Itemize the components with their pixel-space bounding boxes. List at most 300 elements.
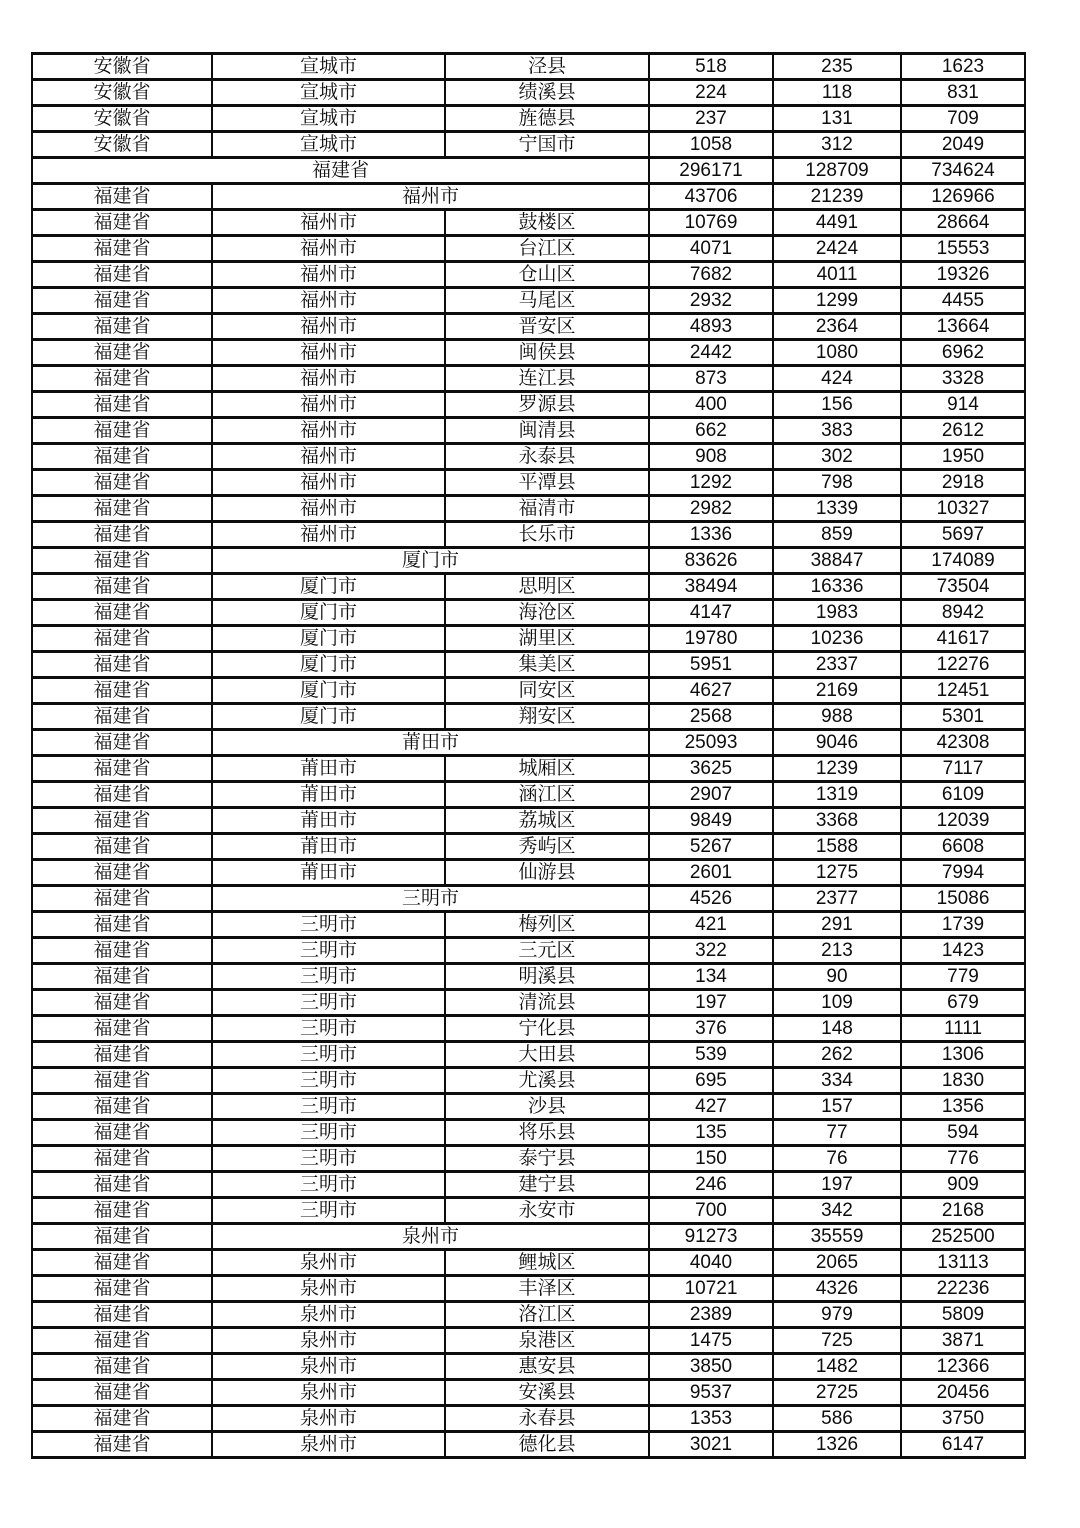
cell-value-2: 2169	[773, 678, 901, 704]
cell-value-2: 586	[773, 1406, 901, 1432]
table-row	[32, 1224, 1025, 1250]
cell-value-3: 5301	[901, 704, 1025, 730]
cell-district: 平潭县	[445, 470, 649, 496]
cell-value-2: 1482	[773, 1354, 901, 1380]
cell-province: 福建省	[32, 1224, 212, 1250]
cell-value-1: 539	[649, 1042, 773, 1068]
cell-value-1: 25093	[649, 730, 773, 756]
cell-value-2: 3368	[773, 808, 901, 834]
cell-value-2: 1319	[773, 782, 901, 808]
cell-value-3: 679	[901, 990, 1025, 1016]
table-row	[32, 834, 1025, 860]
cell-value-3: 6147	[901, 1432, 1025, 1458]
cell-value-3: 6109	[901, 782, 1025, 808]
cell-district: 晋安区	[445, 314, 649, 340]
cell-province: 福建省	[32, 1250, 212, 1276]
cell-city: 宣城市	[212, 54, 445, 80]
table-row	[32, 1016, 1025, 1042]
table-row	[32, 574, 1025, 600]
table-row	[32, 1094, 1025, 1120]
cell-value-2: 424	[773, 366, 901, 392]
cell-value-1: 695	[649, 1068, 773, 1094]
cell-value-2: 148	[773, 1016, 901, 1042]
cell-value-3: 42308	[901, 730, 1025, 756]
table-row	[32, 418, 1025, 444]
cell-value-2: 77	[773, 1120, 901, 1146]
cell-district: 丰泽区	[445, 1276, 649, 1302]
cell-value-2: 988	[773, 704, 901, 730]
cell-value-2: 1983	[773, 600, 901, 626]
cell-province: 福建省	[32, 236, 212, 262]
table-row	[32, 1146, 1025, 1172]
cell-city: 宣城市	[212, 132, 445, 158]
cell-city: 三明市	[212, 1094, 445, 1120]
cell-province: 福建省	[32, 444, 212, 470]
cell-district: 仙游县	[445, 860, 649, 886]
cell-value-3: 12039	[901, 808, 1025, 834]
cell-value-1: 2932	[649, 288, 773, 314]
table-row	[32, 652, 1025, 678]
cell-value-1: 237	[649, 106, 773, 132]
cell-city-total: 泉州市	[212, 1224, 649, 1250]
cell-value-2: 90	[773, 964, 901, 990]
cell-province: 福建省	[32, 886, 212, 912]
cell-city: 厦门市	[212, 652, 445, 678]
cell-city: 莆田市	[212, 834, 445, 860]
cell-value-3: 28664	[901, 210, 1025, 236]
cell-city: 福州市	[212, 496, 445, 522]
cell-district: 安溪县	[445, 1380, 649, 1406]
cell-province: 福建省	[32, 574, 212, 600]
cell-province: 福建省	[32, 730, 212, 756]
cell-value-2: 4491	[773, 210, 901, 236]
cell-province: 福建省	[32, 1432, 212, 1458]
cell-value-3: 73504	[901, 574, 1025, 600]
cell-value-3: 7994	[901, 860, 1025, 886]
cell-value-1: 7682	[649, 262, 773, 288]
cell-district: 将乐县	[445, 1120, 649, 1146]
table-row	[32, 288, 1025, 314]
cell-district: 仓山区	[445, 262, 649, 288]
cell-value-1: 2389	[649, 1302, 773, 1328]
cell-value-2: 2364	[773, 314, 901, 340]
cell-city: 厦门市	[212, 626, 445, 652]
cell-value-1: 9849	[649, 808, 773, 834]
cell-value-2: 131	[773, 106, 901, 132]
cell-district: 三元区	[445, 938, 649, 964]
cell-city: 三明市	[212, 1016, 445, 1042]
cell-city-total: 福州市	[212, 184, 649, 210]
table-row	[32, 236, 1025, 262]
cell-value-3: 5697	[901, 522, 1025, 548]
cell-value-2: 1299	[773, 288, 901, 314]
cell-value-2: 262	[773, 1042, 901, 1068]
cell-value-1: 400	[649, 392, 773, 418]
cell-province: 福建省	[32, 1068, 212, 1094]
cell-value-3: 1423	[901, 938, 1025, 964]
cell-value-3: 3871	[901, 1328, 1025, 1354]
cell-value-1: 1475	[649, 1328, 773, 1354]
cell-value-3: 6962	[901, 340, 1025, 366]
cell-value-2: 342	[773, 1198, 901, 1224]
table-row	[32, 54, 1025, 80]
cell-value-2: 1239	[773, 756, 901, 782]
cell-value-3: 831	[901, 80, 1025, 106]
table-row	[32, 340, 1025, 366]
cell-value-1: 376	[649, 1016, 773, 1042]
cell-value-1: 427	[649, 1094, 773, 1120]
table-row	[32, 1276, 1025, 1302]
cell-province: 福建省	[32, 860, 212, 886]
cell-city: 三明市	[212, 1198, 445, 1224]
cell-value-1: 224	[649, 80, 773, 106]
cell-province: 福建省	[32, 1042, 212, 1068]
cell-province: 福建省	[32, 418, 212, 444]
cell-value-1: 518	[649, 54, 773, 80]
cell-province: 福建省	[32, 808, 212, 834]
cell-city: 莆田市	[212, 860, 445, 886]
cell-city: 三明市	[212, 964, 445, 990]
cell-value-2: 312	[773, 132, 901, 158]
table-row	[32, 860, 1025, 886]
cell-value-3: 13664	[901, 314, 1025, 340]
cell-city: 福州市	[212, 470, 445, 496]
cell-district: 永泰县	[445, 444, 649, 470]
cell-district: 闽清县	[445, 418, 649, 444]
cell-value-3: 7117	[901, 756, 1025, 782]
cell-value-2: 4011	[773, 262, 901, 288]
cell-value-1: 4893	[649, 314, 773, 340]
cell-value-3: 1623	[901, 54, 1025, 80]
cell-value-3: 20456	[901, 1380, 1025, 1406]
cell-province: 福建省	[32, 392, 212, 418]
cell-province: 福建省	[32, 964, 212, 990]
table-row	[32, 1328, 1025, 1354]
cell-city: 泉州市	[212, 1380, 445, 1406]
cell-city: 莆田市	[212, 756, 445, 782]
table-row	[32, 990, 1025, 1016]
cell-district: 沙县	[445, 1094, 649, 1120]
table-body	[32, 54, 1025, 1458]
cell-value-1: 2907	[649, 782, 773, 808]
cell-value-1: 197	[649, 990, 773, 1016]
cell-city: 泉州市	[212, 1302, 445, 1328]
cell-province: 福建省	[32, 652, 212, 678]
cell-value-3: 734624	[901, 158, 1025, 184]
cell-district: 清流县	[445, 990, 649, 1016]
cell-province: 安徽省	[32, 54, 212, 80]
cell-province: 福建省	[32, 600, 212, 626]
cell-value-2: 213	[773, 938, 901, 964]
table-row	[32, 548, 1025, 574]
cell-district: 绩溪县	[445, 80, 649, 106]
cell-value-1: 322	[649, 938, 773, 964]
cell-city: 泉州市	[212, 1406, 445, 1432]
cell-value-3: 1306	[901, 1042, 1025, 1068]
cell-district: 泾县	[445, 54, 649, 80]
cell-value-2: 979	[773, 1302, 901, 1328]
table-row	[32, 1354, 1025, 1380]
cell-value-2: 197	[773, 1172, 901, 1198]
cell-value-2: 235	[773, 54, 901, 80]
cell-province: 福建省	[32, 262, 212, 288]
cell-city: 三明市	[212, 912, 445, 938]
cell-value-1: 2442	[649, 340, 773, 366]
cell-district: 鼓楼区	[445, 210, 649, 236]
table-row	[32, 132, 1025, 158]
cell-province: 福建省	[32, 1380, 212, 1406]
cell-province: 安徽省	[32, 106, 212, 132]
cell-city: 三明市	[212, 1120, 445, 1146]
cell-value-1: 9537	[649, 1380, 773, 1406]
cell-value-1: 4040	[649, 1250, 773, 1276]
table-row	[32, 730, 1025, 756]
cell-value-2: 291	[773, 912, 901, 938]
cell-district: 海沧区	[445, 600, 649, 626]
cell-province: 福建省	[32, 1302, 212, 1328]
cell-district: 宁国市	[445, 132, 649, 158]
cell-value-3: 1739	[901, 912, 1025, 938]
table-row	[32, 756, 1025, 782]
table-row	[32, 470, 1025, 496]
cell-value-1: 10769	[649, 210, 773, 236]
cell-city: 宣城市	[212, 80, 445, 106]
cell-province: 福建省	[32, 1198, 212, 1224]
cell-value-2: 109	[773, 990, 901, 1016]
cell-value-3: 3328	[901, 366, 1025, 392]
cell-province: 福建省	[32, 210, 212, 236]
cell-province: 福建省	[32, 1016, 212, 1042]
cell-value-3: 174089	[901, 548, 1025, 574]
cell-province: 福建省	[32, 340, 212, 366]
cell-district: 洛江区	[445, 1302, 649, 1328]
cell-value-1: 4627	[649, 678, 773, 704]
cell-value-2: 1588	[773, 834, 901, 860]
cell-district: 台江区	[445, 236, 649, 262]
cell-value-3: 3750	[901, 1406, 1025, 1432]
cell-value-3: 12451	[901, 678, 1025, 704]
cell-district: 涵江区	[445, 782, 649, 808]
cell-city: 泉州市	[212, 1432, 445, 1458]
cell-value-1: 150	[649, 1146, 773, 1172]
cell-value-2: 16336	[773, 574, 901, 600]
table-row	[32, 314, 1025, 340]
cell-value-2: 4326	[773, 1276, 901, 1302]
cell-city: 厦门市	[212, 600, 445, 626]
cell-value-1: 1353	[649, 1406, 773, 1432]
cell-value-3: 779	[901, 964, 1025, 990]
cell-city: 福州市	[212, 314, 445, 340]
cell-value-2: 859	[773, 522, 901, 548]
cell-city: 福州市	[212, 236, 445, 262]
cell-city: 宣城市	[212, 106, 445, 132]
cell-city-total: 三明市	[212, 886, 649, 912]
cell-province: 福建省	[32, 704, 212, 730]
cell-value-2: 2065	[773, 1250, 901, 1276]
cell-city: 厦门市	[212, 574, 445, 600]
cell-district: 大田县	[445, 1042, 649, 1068]
cell-city-total: 莆田市	[212, 730, 649, 756]
cell-district: 罗源县	[445, 392, 649, 418]
cell-province: 福建省	[32, 678, 212, 704]
cell-value-2: 1326	[773, 1432, 901, 1458]
cell-district: 永安市	[445, 1198, 649, 1224]
table-row	[32, 522, 1025, 548]
cell-value-2: 2377	[773, 886, 901, 912]
cell-value-3: 914	[901, 392, 1025, 418]
cell-value-1: 421	[649, 912, 773, 938]
cell-value-1: 662	[649, 418, 773, 444]
cell-province: 福建省	[32, 548, 212, 574]
cell-district: 闽侯县	[445, 340, 649, 366]
cell-city: 福州市	[212, 444, 445, 470]
table-row	[32, 938, 1025, 964]
cell-value-1: 134	[649, 964, 773, 990]
table-row	[32, 106, 1025, 132]
cell-province: 福建省	[32, 496, 212, 522]
cell-city: 福州市	[212, 262, 445, 288]
cell-city-total: 厦门市	[212, 548, 649, 574]
table-row	[32, 912, 1025, 938]
cell-province: 福建省	[32, 1094, 212, 1120]
cell-value-3: 2918	[901, 470, 1025, 496]
cell-value-1: 3850	[649, 1354, 773, 1380]
cell-province: 福建省	[32, 938, 212, 964]
cell-district: 建宁县	[445, 1172, 649, 1198]
table-row	[32, 808, 1025, 834]
cell-city: 福州市	[212, 288, 445, 314]
cell-value-2: 725	[773, 1328, 901, 1354]
cell-province: 福建省	[32, 1120, 212, 1146]
table-row	[32, 158, 1025, 184]
cell-value-3: 6608	[901, 834, 1025, 860]
table-row	[32, 184, 1025, 210]
cell-value-2: 798	[773, 470, 901, 496]
cell-province: 福建省	[32, 470, 212, 496]
cell-value-1: 5951	[649, 652, 773, 678]
cell-value-1: 4147	[649, 600, 773, 626]
cell-value-1: 700	[649, 1198, 773, 1224]
cell-value-1: 135	[649, 1120, 773, 1146]
cell-province: 安徽省	[32, 132, 212, 158]
cell-district: 思明区	[445, 574, 649, 600]
cell-district: 明溪县	[445, 964, 649, 990]
cell-city: 泉州市	[212, 1328, 445, 1354]
cell-value-3: 15086	[901, 886, 1025, 912]
cell-city: 福州市	[212, 418, 445, 444]
cell-district: 德化县	[445, 1432, 649, 1458]
cell-district: 秀屿区	[445, 834, 649, 860]
table-row	[32, 1172, 1025, 1198]
cell-province: 福建省	[32, 1406, 212, 1432]
cell-province: 福建省	[32, 314, 212, 340]
cell-city: 福州市	[212, 340, 445, 366]
cell-district: 马尾区	[445, 288, 649, 314]
table-row	[32, 782, 1025, 808]
table-row	[32, 80, 1025, 106]
cell-city: 福州市	[212, 210, 445, 236]
cell-province: 福建省	[32, 184, 212, 210]
table-row	[32, 1432, 1025, 1458]
cell-value-2: 302	[773, 444, 901, 470]
cell-value-2: 1080	[773, 340, 901, 366]
cell-value-1: 246	[649, 1172, 773, 1198]
cell-value-1: 19780	[649, 626, 773, 652]
cell-city: 三明市	[212, 990, 445, 1016]
cell-value-2: 156	[773, 392, 901, 418]
cell-district: 同安区	[445, 678, 649, 704]
cell-value-3: 10327	[901, 496, 1025, 522]
cell-district: 湖里区	[445, 626, 649, 652]
cell-province: 福建省	[32, 782, 212, 808]
cell-value-1: 2982	[649, 496, 773, 522]
cell-value-1: 2568	[649, 704, 773, 730]
cell-value-2: 38847	[773, 548, 901, 574]
cell-city: 三明市	[212, 938, 445, 964]
table-row	[32, 444, 1025, 470]
cell-value-2: 9046	[773, 730, 901, 756]
cell-province: 福建省	[32, 522, 212, 548]
cell-value-3: 776	[901, 1146, 1025, 1172]
cell-district: 尤溪县	[445, 1068, 649, 1094]
cell-district: 宁化县	[445, 1016, 649, 1042]
cell-district: 荔城区	[445, 808, 649, 834]
cell-value-2: 10236	[773, 626, 901, 652]
cell-province: 福建省	[32, 1172, 212, 1198]
cell-value-3: 1950	[901, 444, 1025, 470]
table-row	[32, 886, 1025, 912]
cell-city: 莆田市	[212, 782, 445, 808]
cell-province: 福建省	[32, 1328, 212, 1354]
cell-value-1: 1336	[649, 522, 773, 548]
cell-value-3: 909	[901, 1172, 1025, 1198]
cell-district: 永春县	[445, 1406, 649, 1432]
cell-value-1: 83626	[649, 548, 773, 574]
cell-value-1: 2601	[649, 860, 773, 886]
cell-value-3: 22236	[901, 1276, 1025, 1302]
cell-province: 福建省	[32, 990, 212, 1016]
cell-value-2: 383	[773, 418, 901, 444]
cell-city: 泉州市	[212, 1354, 445, 1380]
cell-value-1: 10721	[649, 1276, 773, 1302]
cell-province: 福建省	[32, 366, 212, 392]
cell-value-1: 3021	[649, 1432, 773, 1458]
cell-city: 莆田市	[212, 808, 445, 834]
cell-value-1: 1058	[649, 132, 773, 158]
cell-province: 福建省	[32, 1354, 212, 1380]
cell-city: 三明市	[212, 1068, 445, 1094]
table-row	[32, 704, 1025, 730]
cell-district: 梅列区	[445, 912, 649, 938]
cell-province: 福建省	[32, 288, 212, 314]
cell-value-1: 38494	[649, 574, 773, 600]
cell-value-3: 2612	[901, 418, 1025, 444]
cell-province: 安徽省	[32, 80, 212, 106]
cell-value-3: 594	[901, 1120, 1025, 1146]
cell-value-1: 91273	[649, 1224, 773, 1250]
cell-value-2: 1275	[773, 860, 901, 886]
cell-value-3: 15553	[901, 236, 1025, 262]
table-row	[32, 600, 1025, 626]
cell-city: 福州市	[212, 392, 445, 418]
table-row	[32, 210, 1025, 236]
cell-value-2: 2424	[773, 236, 901, 262]
cell-district: 集美区	[445, 652, 649, 678]
table-row	[32, 1120, 1025, 1146]
cell-district: 翔安区	[445, 704, 649, 730]
cell-value-3: 1356	[901, 1094, 1025, 1120]
table-row	[32, 366, 1025, 392]
